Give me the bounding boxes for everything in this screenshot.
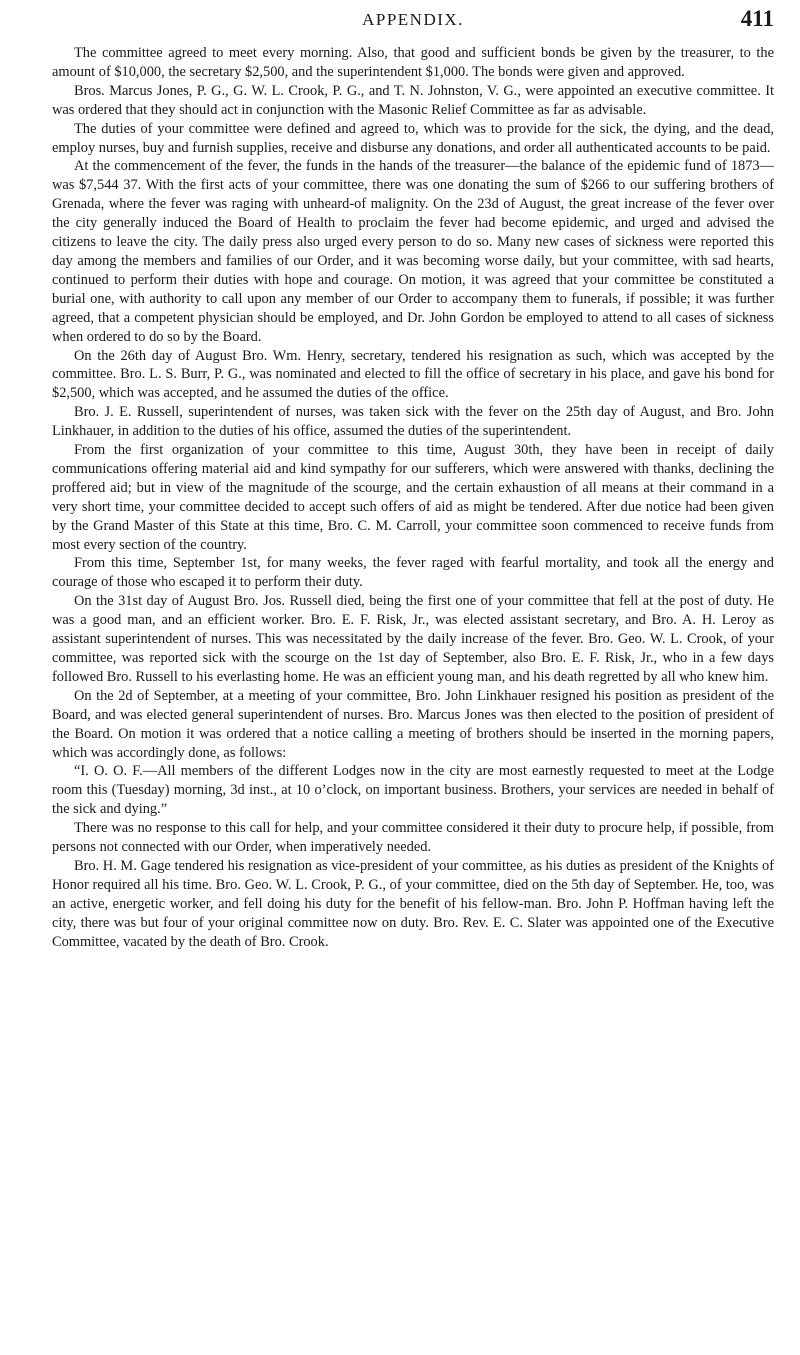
paragraph: From the first organization of your committee to this time, August 30th, they have been in receipt of daily communications offering material aid and kind sympathy for our sufferers, which were answered with thanks, declining the proffered aid; but in view of the magnitude of the scourge, and the certain exhaustion of all means at their command in a very short time, your committee decided to accept such offers of aid as might be tendered. After due notice had been given by the Grand Master of this State at this time, Bro. C. M. Carroll, your committee soon commenced to receive funds from most every section of the country.	[52, 442, 774, 553]
paragraph: On the 2d of September, at a meeting of your committee, Bro. John Linkhauer resigned his position as president of the Board, and was elected general superintendent of nurses. Bro. Marcus Jones was then elected to the position of president of the Board. On motion it was ordered that a notice calling a meeting of brothers should be inserted in the morning papers, which was accordingly done, as follows:	[52, 687, 774, 761]
page-number: 411	[740, 6, 774, 31]
paragraph: From this time, September 1st, for many weeks, the fever raged with fearful mortality, and took all the energy and courage of those who escaped it to perform their duty.	[52, 555, 774, 591]
paragraph: The committee agreed to meet every morning. Also, that good and sufficient bonds be given by the treasurer, to the amount of $10,000, the secretary $2,500, and the superintendent $1,000. The bonds were given and approved.	[52, 45, 774, 80]
paragraph: The duties of your committee were defined and agreed to, which was to provide for the sick, the dying, and the dead, employ nurses, buy and furnish supplies, receive and disburse any donations, and order all authenticated accounts to be paid.	[52, 120, 774, 156]
running-head: APPENDIX.	[362, 10, 464, 29]
page-header	[52, 4, 774, 38]
paragraph: On the 26th day of August Bro. Wm. Henry, secretary, tendered his resignation as such, which was accepted by the committee. Bro. L. S. Burr, P. G., was nominated and elected to fill the office of secretary in his place, and gave his bond for $2,500, which was accepted, and he assumed the duties of the office.	[52, 347, 774, 402]
paragraph: Bro. H. M. Gage tendered his resignation as vice-president of your committee, as his duties as president of the Knights of Honor required all his time. Bro. Geo. W. L. Crook, P. G., of your committee, died on the 5th day of September. He, too, was an active, energetic worker, and fell doing his duty for the benefit of his fellow-man. Bro. John P. Hoffman having left the city, there was but four of your original committee now on duty. Bro. Rev. E. C. Slater was appointed one of the Executive Committee, vacated by the death of Bro. Crook.	[52, 857, 774, 950]
paragraph: On the 31st day of August Bro. Jos. Russell died, being the first one of your committee that fell at the post of duty. He was a good man, and an efficient worker. Bro. E. F. Risk, Jr., was elected assistant secretary, and Bro. A. H. Leroy as assistant superintendent of nurses. This was necessitated by the daily increase of the fever. Bro. Geo. W. L. Crook, of your committee, was reported sick with the scourge on the 1st day of September, also Bro. E. F. Risk, Jr., who in a few days followed Bro. Russell to his everlasting home. He was an efficient young man, and his death regretted by all who knew him.	[52, 593, 774, 685]
paragraph: Bro. J. E. Russell, superintendent of nurses, was taken sick with the fever on the 25th day of August, and Bro. John Linkhauer, in addition to the duties of his office, assumed the duties of the superintendent.	[52, 404, 774, 440]
paragraph: At the commencement of the fever, the funds in the hands of the treasurer—the balance of the epidemic fund of 1873—was $7,544 37. With the first acts of your committee, there was one donating the sum of $266 to our suffering brothers of Grenada, where the fever was raging with unheard-of malignity. On the 23d of August, the great increase of the fever over the city generally induced the Board of Health to proclaim the fever had become epidemic, and urged and advised the citizens to leave the city. The daily press also urged every person to do so. Many new cases of sickness were reported this day among the members and families of our Order, and it was becoming worse daily, but your committee, with sad hearts, continued to perform their duties with hope and courage. On motion, it was agreed that your committee be constituted a burial one, with authority to call upon any member of our Order to accompany them to funerals, if possible; it was further agreed, that a competent physician should be employed, and Dr. John Gordon be employed to attend to all cases of sickness when ordered to do so by the Board.	[52, 158, 774, 345]
paragraph: There was no response to this call for help, and your committee considered it their duty to procure help, if possible, from persons not connected with our Order, when imperatively needed.	[52, 820, 774, 856]
quoted-notice: “I. O. O. F.—All members of the different Lodges now in the city are most earnestly requested to meet at the Lodge room this (Tuesday) morning, 3d inst., at 10 o’clock, on important business. Brothers, your services are needed in behalf of the sick and dying.”	[52, 763, 774, 818]
body-text	[52, 44, 774, 952]
paragraph: Bros. Marcus Jones, P. G., G. W. L. Crook, P. G., and T. N. Johnston, V. G., were appointed an executive committee. It was ordered that they should act in conjunction with the Masonic Relief Committee as far as advisable.	[52, 82, 774, 118]
